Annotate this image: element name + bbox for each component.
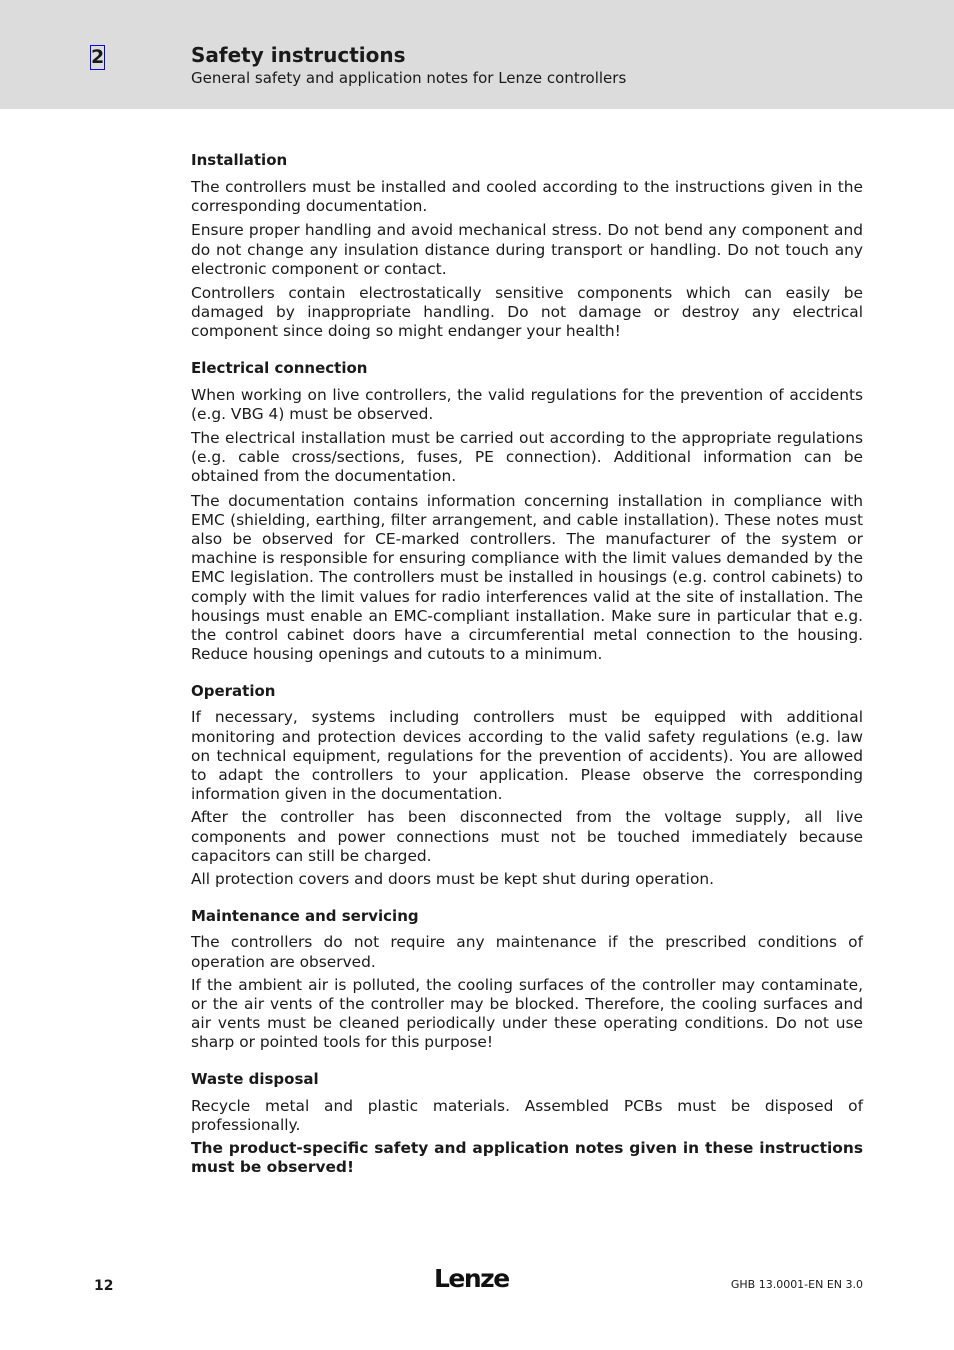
paragraph: If the ambient air is polluted, the cooling surfaces of the controller may contaminate, or the air vents of the controller may be blocked. Therefore, the cooling surfaces and air vents must be cleaned periodically under these operating conditions. Do not use sharp or pointed tools for this purpose! <box>191 975 863 1052</box>
paragraph: When working on live controllers, the valid regulations for the prevention of accidents (e.g. VBG 4) must be observed. <box>191 385 863 423</box>
paragraph: Controllers contain electrostatically sensitive components which can easily be damaged by inappropriate handling. Do not damage or destroy any electrical component since doing so might endanger your health! <box>191 284 863 341</box>
section-heading: Installation <box>191 151 288 169</box>
section-operation <box>191 681 863 889</box>
paragraph: The documentation contains information concerning installation in compliance with EMC (shielding, earthing, filter arrangement, and cable installation). These notes must also be observed for CE-marked controllers. The manufacturer of the system or machine is responsible for ensuring compliance with the limit values demanded by the EMC legislation. The controllers must be installed in housings (e.g. control cabinets) to comply with the limit values for radio interferences valid at the site of installation. The housings must enable an EMC-compliant installation. Make sure in particular that e.g. the control cabinet doors have a circumferential metal connection to the housing. Reduce housing openings and cutouts to a minimum. <box>191 491 863 664</box>
paragraph: Recycle metal and plastic materials. Assembled PCBs must be disposed of professionally. <box>191 1096 863 1134</box>
header-band <box>0 0 954 109</box>
closing-notice: The product-specific safety and application notes given in these instructions must be observed! <box>191 1138 863 1177</box>
section-heading: Electrical connection <box>191 358 368 377</box>
page-title: Safety instructions <box>191 43 406 67</box>
paragraph: The controllers must be installed and cooled according to the instructions given in the corresponding documentation. <box>191 178 863 216</box>
document-id: GHB 13.0001-EN EN 3.0 <box>730 1278 863 1291</box>
page-subtitle: General safety and application notes for Lenze controllers <box>191 69 627 87</box>
lenze-logo: Lenze <box>434 1264 509 1293</box>
section-waste-disposal <box>191 1069 863 1178</box>
section-heading: Maintenance and servicing <box>191 907 419 926</box>
section-maintenance <box>191 906 863 1052</box>
main-content <box>191 150 863 1177</box>
paragraph: Ensure proper handling and avoid mechanical stress. Do not bend any component and do not change any insulation distance during transport or handling. Do not touch any electronic component or contact. <box>191 221 863 278</box>
paragraph: If necessary, systems including controllers must be equipped with additional monitoring and protection devices according to the valid safety regulations (e.g. law on technical equipment, regulations for the prevention of accidents). You are allowed to adapt the controllers to your application. Please observe the corresponding information given in the documentation. <box>191 708 863 804</box>
section-electrical-connection <box>191 358 863 665</box>
chapter-number-link[interactable]: 2 <box>91 46 105 68</box>
paragraph: All protection covers and doors must be kept shut during operation. <box>191 870 715 889</box>
section-heading: Waste disposal <box>191 1069 319 1088</box>
section-heading: Operation <box>191 682 276 701</box>
page-number: 12 <box>94 1278 114 1294</box>
paragraph: The electrical installation must be carried out according to the appropriate regulations (e.g. cable cross/sections, fuses, PE connection). Additional information can be obtained from the documentation. <box>191 429 863 486</box>
section-installation <box>191 150 863 342</box>
paragraph: The controllers do not require any maintenance if the prescribed conditions of operation are observed. <box>191 933 863 971</box>
paragraph: After the controller has been disconnected from the voltage supply, all live components and power connections must not be touched immediately because capacitors can still be charged. <box>191 808 863 865</box>
